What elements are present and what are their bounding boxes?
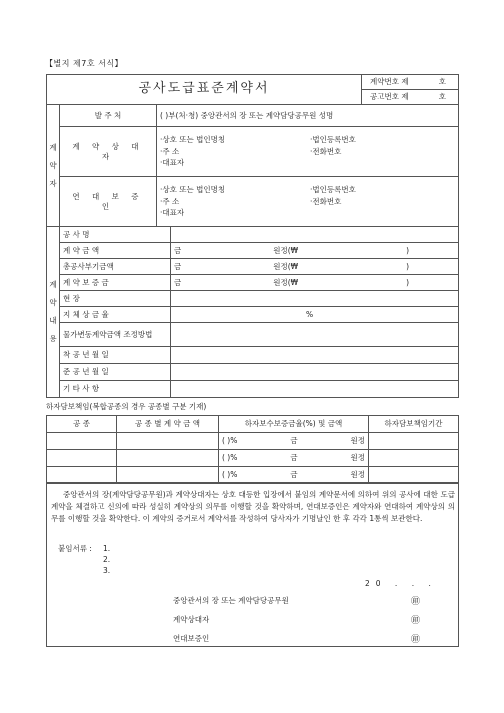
work-amount-cell[interactable]	[117, 433, 219, 450]
col-header-warranty-rate: 하자보수보증금율(%) 및 금액	[219, 416, 369, 433]
signer-contractor: 계약상대자	[173, 615, 210, 624]
other-field[interactable]	[171, 381, 459, 398]
signer-official: 중앙관서의 장 또는 계약담당공무원	[173, 596, 289, 605]
warranty-table	[46, 415, 459, 484]
warranty-rate-cell[interactable]: ( )% 금 원정	[219, 450, 369, 467]
contractor-label: 계 약 상 대 자	[60, 127, 157, 177]
attachment-item: 1.	[103, 544, 111, 553]
contract-number-cell: 계약번호 제 호	[362, 75, 459, 90]
guarantor-label: 연 대 보 증 인	[60, 177, 157, 227]
row-label-other: 기 타 사 항	[60, 381, 171, 398]
orderer-label: 발 주 처	[60, 105, 157, 127]
row-label-deposit: 계 약 보 증 금	[60, 275, 171, 291]
row-label-project-name: 공 사 명	[60, 227, 171, 243]
col-header-warranty-period: 하자담보책임기간	[369, 416, 459, 433]
warranty-rate-cell[interactable]: ( )% 금 원정	[219, 467, 369, 484]
contract-details-table	[46, 226, 459, 398]
work-type-cell[interactable]	[47, 433, 117, 450]
work-type-cell[interactable]	[47, 467, 117, 484]
warranty-period-cell[interactable]	[369, 450, 459, 467]
contract-side-label: 계 약 내 용	[47, 227, 60, 398]
parties-table	[46, 104, 459, 227]
parties-side-label: 계 약 자	[47, 105, 60, 227]
table-row	[47, 433, 459, 450]
work-amount-cell[interactable]	[117, 467, 219, 484]
contract-date[interactable]: 20 . . .	[365, 579, 437, 588]
seal-icon: ㊞	[411, 635, 421, 645]
attachment-item: 3.	[103, 566, 111, 575]
row-label-total-amount: 총공사부기금액	[60, 259, 171, 275]
contract-header	[46, 74, 459, 105]
warranty-heading: 하자담보책임(복합공종의 경우 공종별 구분 기재)	[46, 402, 207, 411]
price-adjust-field[interactable]	[171, 323, 459, 347]
form-number-label: 【별지 제7호 서식】	[45, 59, 124, 68]
signer-guarantor: 연대보증인	[173, 634, 210, 643]
start-date-field[interactable]	[171, 347, 459, 364]
warranty-period-cell[interactable]	[369, 467, 459, 484]
attachments-label: 붙임서류 :	[58, 544, 92, 553]
warranty-period-cell[interactable]	[369, 433, 459, 450]
contractor-field[interactable]: ·상호 또는 법인명칭 ·법인등록번호 ·주 소 ·전화번호 ·대표자	[157, 127, 459, 177]
row-label-contract-amount: 계 약 금 액	[60, 243, 171, 259]
seal-icon: ㊞	[411, 616, 421, 626]
col-header-work-amount: 공 종 별 계 약 금 액	[117, 416, 219, 433]
document-title: 공사도급표준계약서	[47, 75, 362, 105]
end-date-field[interactable]	[171, 364, 459, 381]
warranty-rate-cell[interactable]: ( )% 금 원정	[219, 433, 369, 450]
table-row	[47, 467, 459, 484]
seal-icon: ㊞	[411, 597, 421, 607]
row-label-site: 현 장	[60, 291, 171, 307]
deposit-field[interactable]: 금 원정(₩ )	[171, 275, 459, 291]
col-header-work-type: 공 종	[47, 416, 117, 433]
work-amount-cell[interactable]	[117, 450, 219, 467]
contract-amount-field[interactable]: 금 원정(₩ )	[171, 243, 459, 259]
work-type-cell[interactable]	[47, 450, 117, 467]
orderer-field[interactable]: ( )부(처·청) 중앙관서의 장 또는 계약담당공무원 성명	[157, 105, 459, 127]
delay-rate-field[interactable]: %	[171, 307, 459, 323]
table-row	[47, 450, 459, 467]
project-name-field[interactable]	[171, 227, 459, 243]
row-label-delay-rate: 지 체 상 금 율	[60, 307, 171, 323]
row-label-start-date: 착 공 년 월 일	[60, 347, 171, 364]
attachment-item: 2.	[103, 555, 111, 564]
row-label-end-date: 준 공 년 월 일	[60, 364, 171, 381]
row-label-price-adjust: 물가변동계약금액 조정방법	[60, 323, 171, 347]
terms-section	[46, 482, 459, 647]
agreement-paragraph: 중앙관서의 장(계약담당공무원)과 계약상대자는 상호 대등한 입장에서 붙임의 계약문서에 의하여 위의 공사에 대한 도급계약을 체결하고 신의에 따라 성실히 계약상의 의무를 이행할 것을 확약하며, 연대보증인은 계약자와 연대하여 계약상의 의무를 이행할 것을 확약한다. 이 계약의 증거로서 계약서를 작성하여 당사자가 기명날인 한 후 각각 1통씩 보관한다.	[51, 490, 455, 523]
notice-number-cell: 공고번호 제 호	[362, 90, 459, 105]
site-field[interactable]	[171, 291, 459, 307]
total-amount-field[interactable]: 금 원정(₩ )	[171, 259, 459, 275]
attachments	[58, 543, 111, 575]
guarantor-field[interactable]: ·상호 또는 법인명칭 ·법인등록번호 ·주 소 ·전화번호 ·대표자	[157, 177, 459, 227]
